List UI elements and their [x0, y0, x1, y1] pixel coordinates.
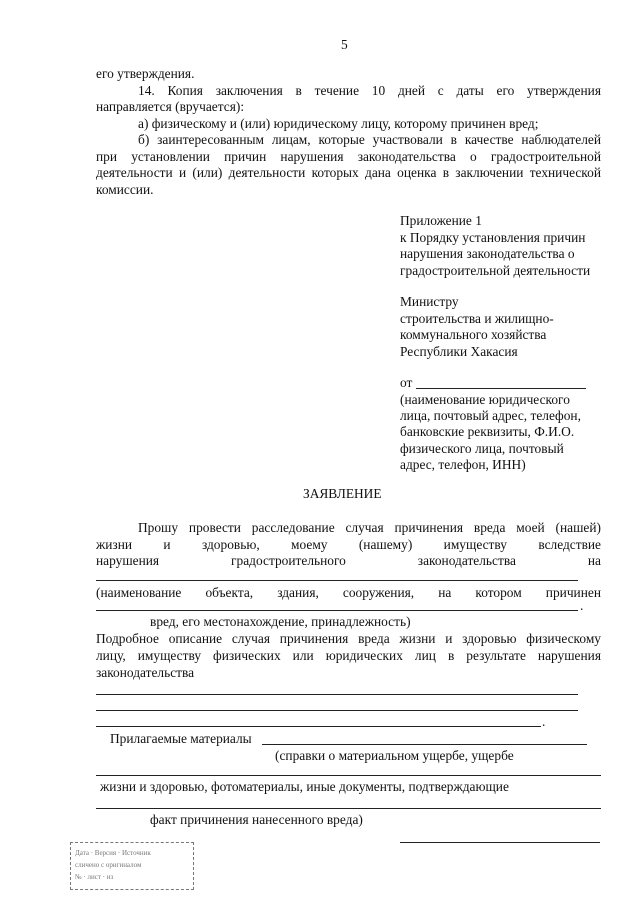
addressee-line-2: строительства и жилищно-	[400, 311, 554, 326]
appendix-line-2: к Порядку установления причин	[400, 230, 586, 245]
body-period-2: .	[542, 714, 546, 729]
materials-hint-line-1: (справки о материальном ущербе, ущербе	[275, 748, 514, 763]
body-period: .	[580, 598, 584, 613]
stamp-line-3: № · лист · из	[75, 873, 114, 881]
appendix-line-4: градостроительной деятельности	[400, 263, 591, 278]
description-blank-line-1[interactable]	[96, 694, 578, 695]
sender-blank-line[interactable]	[416, 388, 586, 389]
top-text-line-1: его утверждения.	[96, 66, 195, 81]
top-text-line-3: направляется (вручается):	[96, 99, 245, 114]
object-blank-line-2[interactable]	[96, 610, 578, 611]
materials-blank-line-2[interactable]	[96, 775, 601, 776]
body-line-1: Прошу провести расследование случая причинения вреда моей (нашей)	[138, 520, 601, 535]
top-text-line-8: комиссии.	[96, 182, 154, 197]
addressee-line-3: коммунального хозяйства	[400, 327, 547, 342]
sender-hint-line-2: лица, почтовый адрес, телефон,	[400, 408, 581, 423]
description-blank-line-3[interactable]	[96, 726, 541, 727]
sender-hint-line-3: банковские реквизиты, Ф.И.О.	[400, 424, 575, 439]
description-blank-line-2[interactable]	[96, 710, 578, 711]
materials-hint-line-3: факт причинения нанесенного вреда)	[150, 812, 363, 827]
sender-hint-line-1: (наименование юридического	[400, 392, 570, 407]
materials-hint-line-2: жизни и здоровью, фотоматериалы, иные документы, подтверждающие	[100, 779, 509, 794]
addressee-line-4: Республики Хакасия	[400, 344, 518, 359]
top-text-line-2: 14. Копия заключения в течение 10 дней с даты его утверждения	[138, 83, 601, 98]
materials-blank-line[interactable]	[262, 744, 587, 745]
materials-blank-line-3[interactable]	[96, 808, 601, 809]
stamp-line-1: Дата · Версия · Источник	[75, 849, 151, 857]
appendix-line-1: Приложение 1	[400, 213, 482, 228]
document-title: ЗАЯВЛЕНИЕ	[303, 486, 382, 501]
copy-stamp	[70, 842, 194, 890]
sender-hint-line-4: физического лица, почтовый	[400, 441, 564, 456]
body-line-3: нарушения градостроительного законодательства на	[96, 553, 601, 568]
stamp-line-2: сличено с оригиналом	[75, 861, 142, 869]
object-blank-line[interactable]	[96, 580, 578, 581]
page-number: 5	[341, 37, 348, 52]
body-line-7: лицу, имуществу физических или юридических лиц в результате нарушения	[96, 648, 601, 663]
addressee-line-1: Министру	[400, 294, 459, 309]
top-text-line-5: б) заинтересованным лицам, которые участвовали в качестве наблюдателей	[138, 132, 601, 147]
top-text-line-4: а) физическому и (или) юридическому лицу, которому причинен вред;	[138, 116, 539, 131]
body-line-2: жизни и здоровью, моему (нашему) имуществу вследствие	[96, 537, 601, 552]
body-line-4: (наименование объекта, здания, сооружения, на котором причинен	[96, 585, 601, 600]
top-text-line-7: деятельности и (или) деятельности которых дана оценка в заключении технической	[96, 165, 601, 180]
sender-from-label: от	[400, 375, 413, 390]
sender-hint-line-5: адрес, телефон, ИНН)	[400, 457, 526, 472]
materials-label: Прилагаемые материалы	[110, 731, 252, 746]
body-line-6: Подробное описание случая причинения вреда жизни и здоровью физическому	[96, 631, 601, 646]
signature-blank-line[interactable]	[400, 842, 600, 843]
appendix-line-3: нарушения законодательства о	[400, 246, 575, 261]
top-text-line-6: при установлении причин нарушения законодательства о градостроительной	[96, 149, 601, 164]
body-line-8: законодательства	[96, 665, 195, 680]
body-line-5: вред, его местонахождение, принадлежность)	[150, 614, 411, 629]
